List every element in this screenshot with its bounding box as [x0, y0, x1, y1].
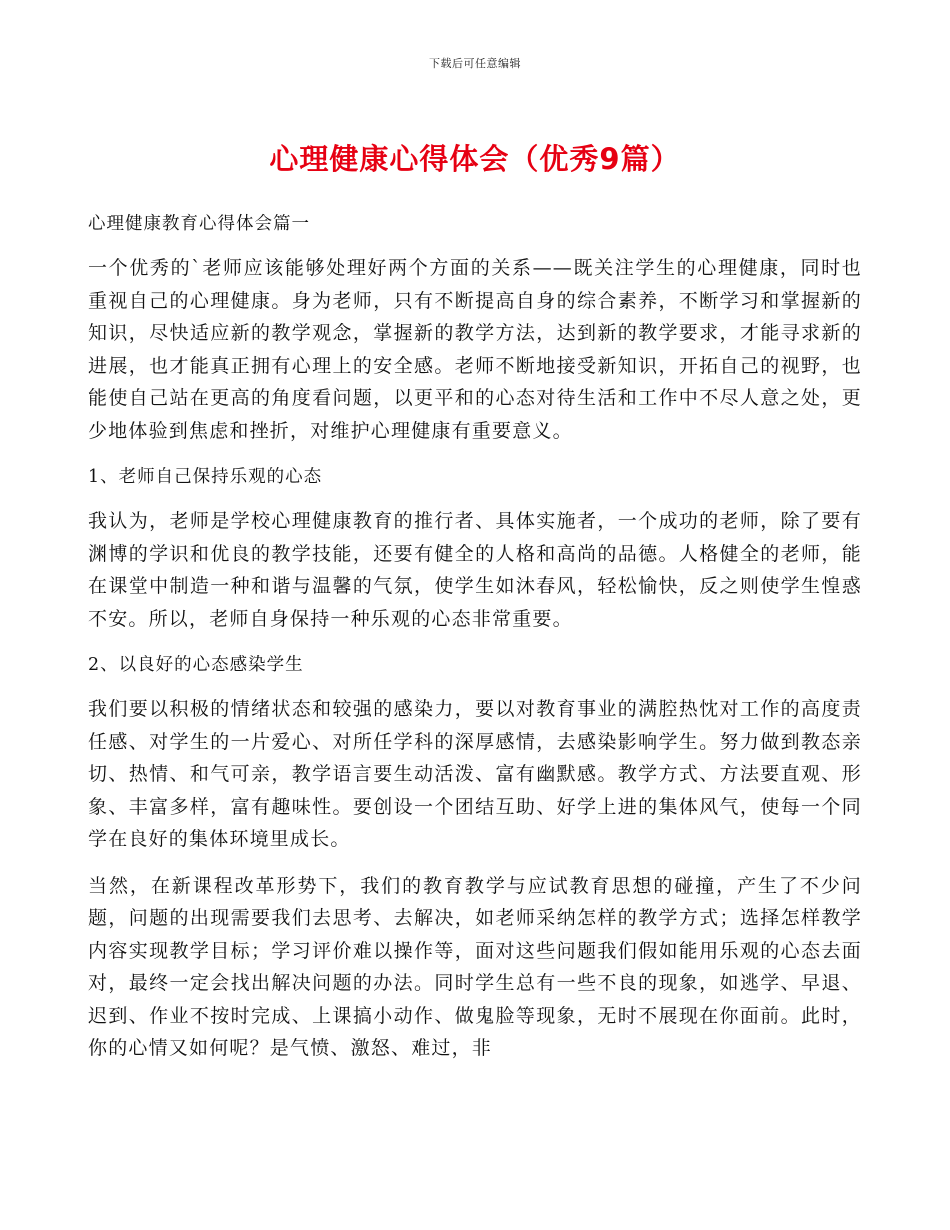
- section-heading-2: 2、以良好的心态感染学生: [88, 655, 304, 675]
- document-body: [88, 208, 862, 1065]
- header-note: 下载后可任意编辑: [429, 57, 521, 70]
- paragraph-1: 一个优秀的`老师应该能够处理好两个方面的关系——既关注学生的心理健康，同时也重视自己的心理健康。身为老师，只有不断提高自身的综合素养，不断学习和掌握新的知识，尽快适应新的教学观念，掌握新的教学方法，达到新的教学要求，才能寻求新的进展，也才能真正拥有心理上的安全感。老师不断地接受新知识，开拓自己的视野，也能使自己站在更高的角度看问题，以更平和的心态对待生活和工作中不尽人意之处，更少地体验到焦虑和挫折，对维护心理健康有重要意义。: [88, 257, 862, 442]
- section-heading-1: 1、老师自己保持乐观的心态: [88, 467, 323, 487]
- paragraph-2: 我认为，老师是学校心理健康教育的推行者、具体实施者，一个成功的老师，除了要有渊博的学识和优良的教学技能，还要有健全的人格和高尚的品德。人格健全的老师，能在课堂中制造一种和谐与温馨的气氛，使学生如沐春风，轻松愉快，反之则使学生惶惑不安。所以，老师自身保持一种乐观的心态非常重要。: [88, 510, 862, 630]
- document-title: 心理健康心得体会（优秀9篇）: [269, 142, 681, 176]
- paragraph-4: 当然，在新课程改革形势下，我们的教育教学与应试教育思想的碰撞，产生了不少问题，问题的出现需要我们去思考、去解决，如老师采纳怎样的教学方式；选择怎样教学内容实现教学目标；学习评价难以操作等，面对这些问题我们假如能用乐观的心态去面对，最终一定会找出解决问题的办法。同时学生总有一些不良的现象，如逃学、早退、迟到、作业不按时完成、上课搞小动作、做鬼脸等现象，无时不展现在你面前。此时，你的心情又如何呢？是气愤、激怒、难过，非: [88, 874, 862, 1059]
- article-subtitle: 心理健康教育心得体会篇一: [88, 214, 310, 234]
- paragraph-3: 我们要以积极的情绪状态和较强的感染力，要以对教育事业的满腔热忱对工作的高度责任感、对学生的一片爱心、对所任学科的深厚感情，去感染影响学生。努力做到教态亲切、热情、和气可亲，教学语言要生动活泼、富有幽默感。教学方式、方法要直观、形象、丰富多样，富有趣味性。要创设一个团结互助、好学上进的集体风气，使每一个同学在良好的集体环境里成长。: [88, 698, 862, 850]
